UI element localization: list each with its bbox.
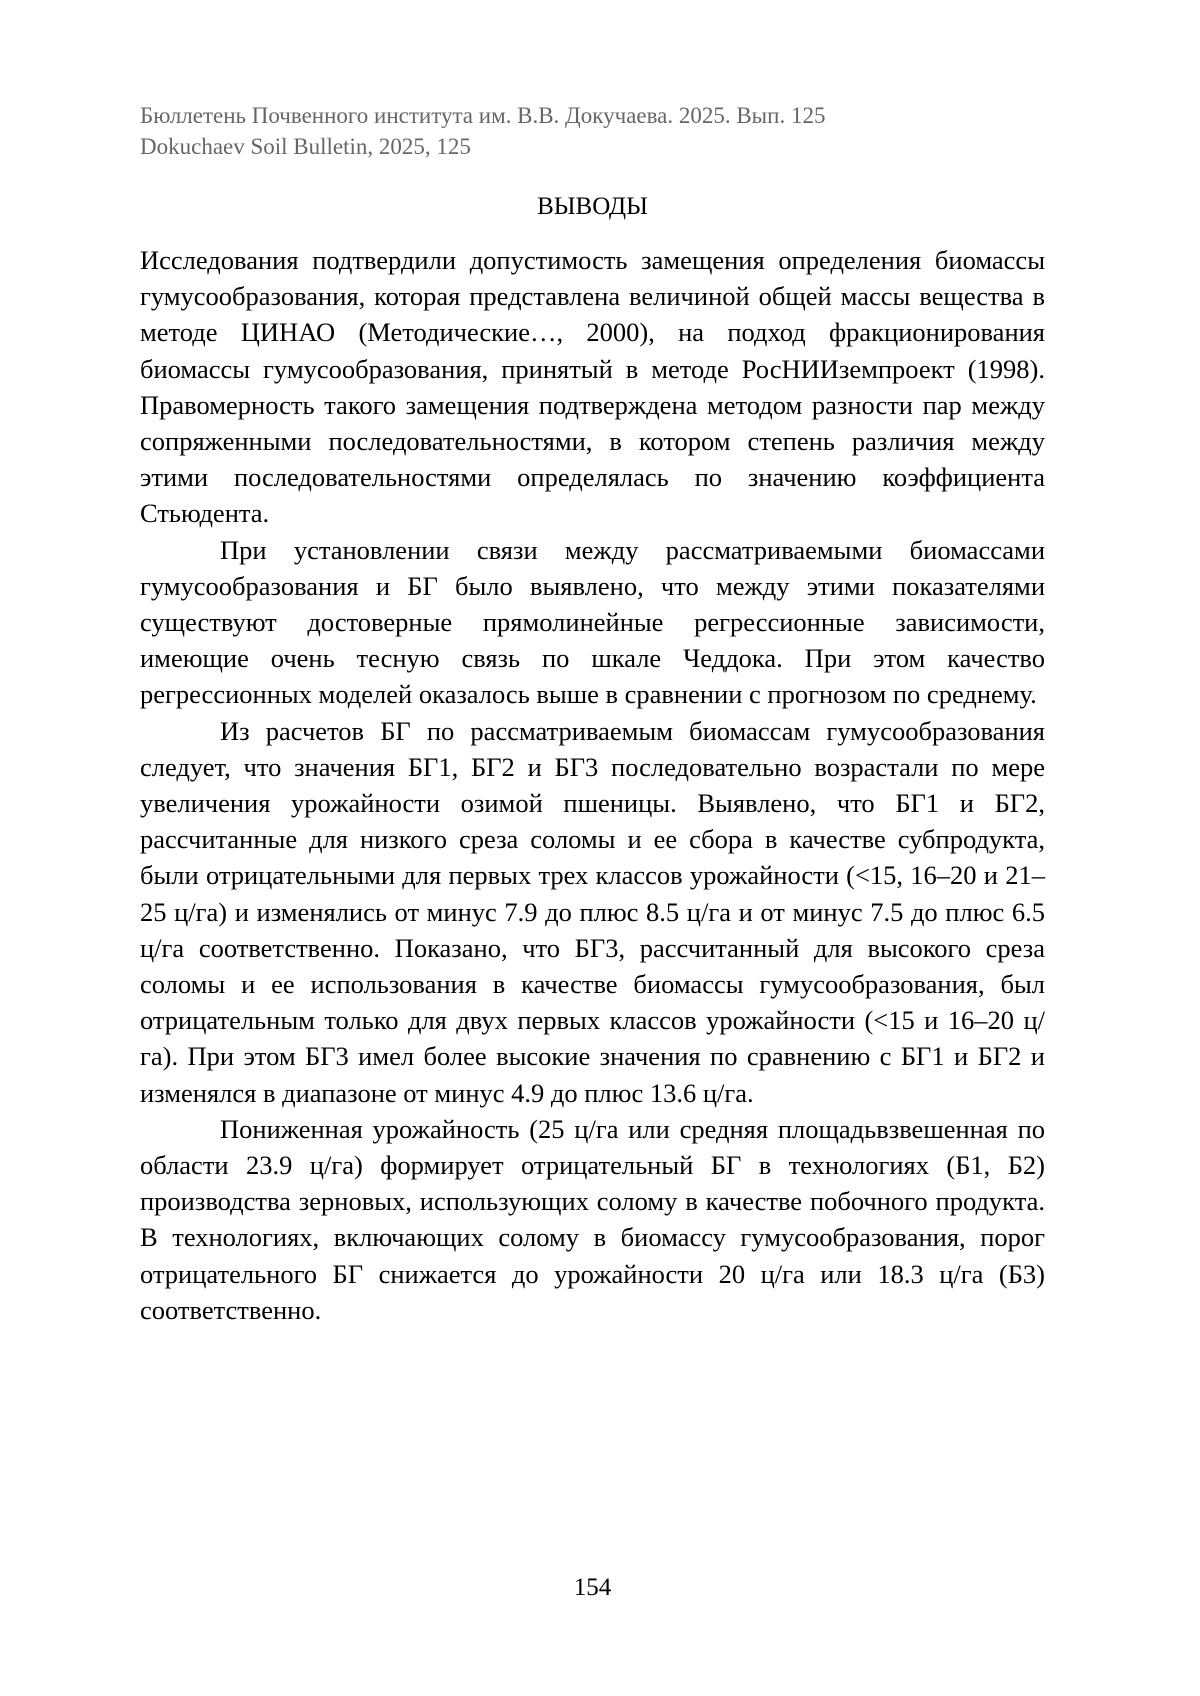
- body-text: [140, 242, 1045, 1328]
- journal-header-english: Dokuchaev Soil Bulletin, 2025, 125: [140, 134, 471, 159]
- paragraph-1: Исследования подтвердили допустимость замещения определения биомассы гумусообразования, которая представлена величиной общей массы вещества в методе ЦИНАО (Методические…, 2000), на подход фракционирования биомассы гумусообразования, принятый в методе РосНИИземпроект (1998). Правомерность такого замещения подтверждена методом разности пар между сопряженными последовательностями, в котором степень различия между этими последовательностями определялась по значению коэффициента Стьюдента.: [140, 245, 1045, 529]
- page-number: 154: [573, 1574, 612, 1601]
- paragraph-4: Пониженная урожайность (25 ц/га или средняя площадьвзвешенная по области 23.9 ц/га) формирует отрицательный БГ в технологиях (Б1, Б2) производства зерновых, использующих солому в качестве побочного продукта. В технологиях, включающих солому в биомассу гумусообразования, порог отрицательного БГ снижается до урожайности 20 ц/га или 18.3 ц/га (Б3) соответственно.: [140, 1113, 1045, 1325]
- journal-header: [140, 100, 1060, 162]
- section-title: ВЫВОДЫ: [537, 193, 648, 220]
- paragraph-2: При установлении связи между рассматриваемыми биомассами гумусообразования и БГ было выявлено, что между этими показателями существуют достоверные прямолинейные регрессионные зависимости, имеющие очень тесную связь по шкале Чеддока. При этом качество регрессионных моделей оказалось выше в сравнении с прогнозом по среднему.: [140, 534, 1045, 710]
- journal-header-russian: Бюллетень Почвенного института им. В.В. Докучаева. 2025. Вып. 125: [140, 103, 826, 128]
- paragraph-3: Из расчетов БГ по рассматриваемым биомассам гумусообразования следует, что значения БГ1, БГ2 и БГ3 последовательно возрастали по мере увеличения урожайности озимой пшеницы. Выявлено, что БГ1 и БГ2, рассчитанные для низкого среза соломы и ее сбора в качестве субпродукта, были отрицательными для первых трех классов урожайности (<15, 16–20 и 21–25 ц/га) и изменялись от минус 7.9 до плюс 8.5 ц/га и от минус 7.5 до плюс 6.5 ц/га соответственно. Показано, что БГ3, рассчитанный для высокого среза соломы и ее использования в качестве биомассы гумусообразования, был отрицательным только для двух первых классов урожайности (<15 и 16–20 ц/га). При этом БГ3 имел более высокие значения по сравнению с БГ1 и БГ2 и изменялся в диапазоне от минус 4.9 до плюс 13.6 ц/га.: [140, 715, 1045, 1108]
